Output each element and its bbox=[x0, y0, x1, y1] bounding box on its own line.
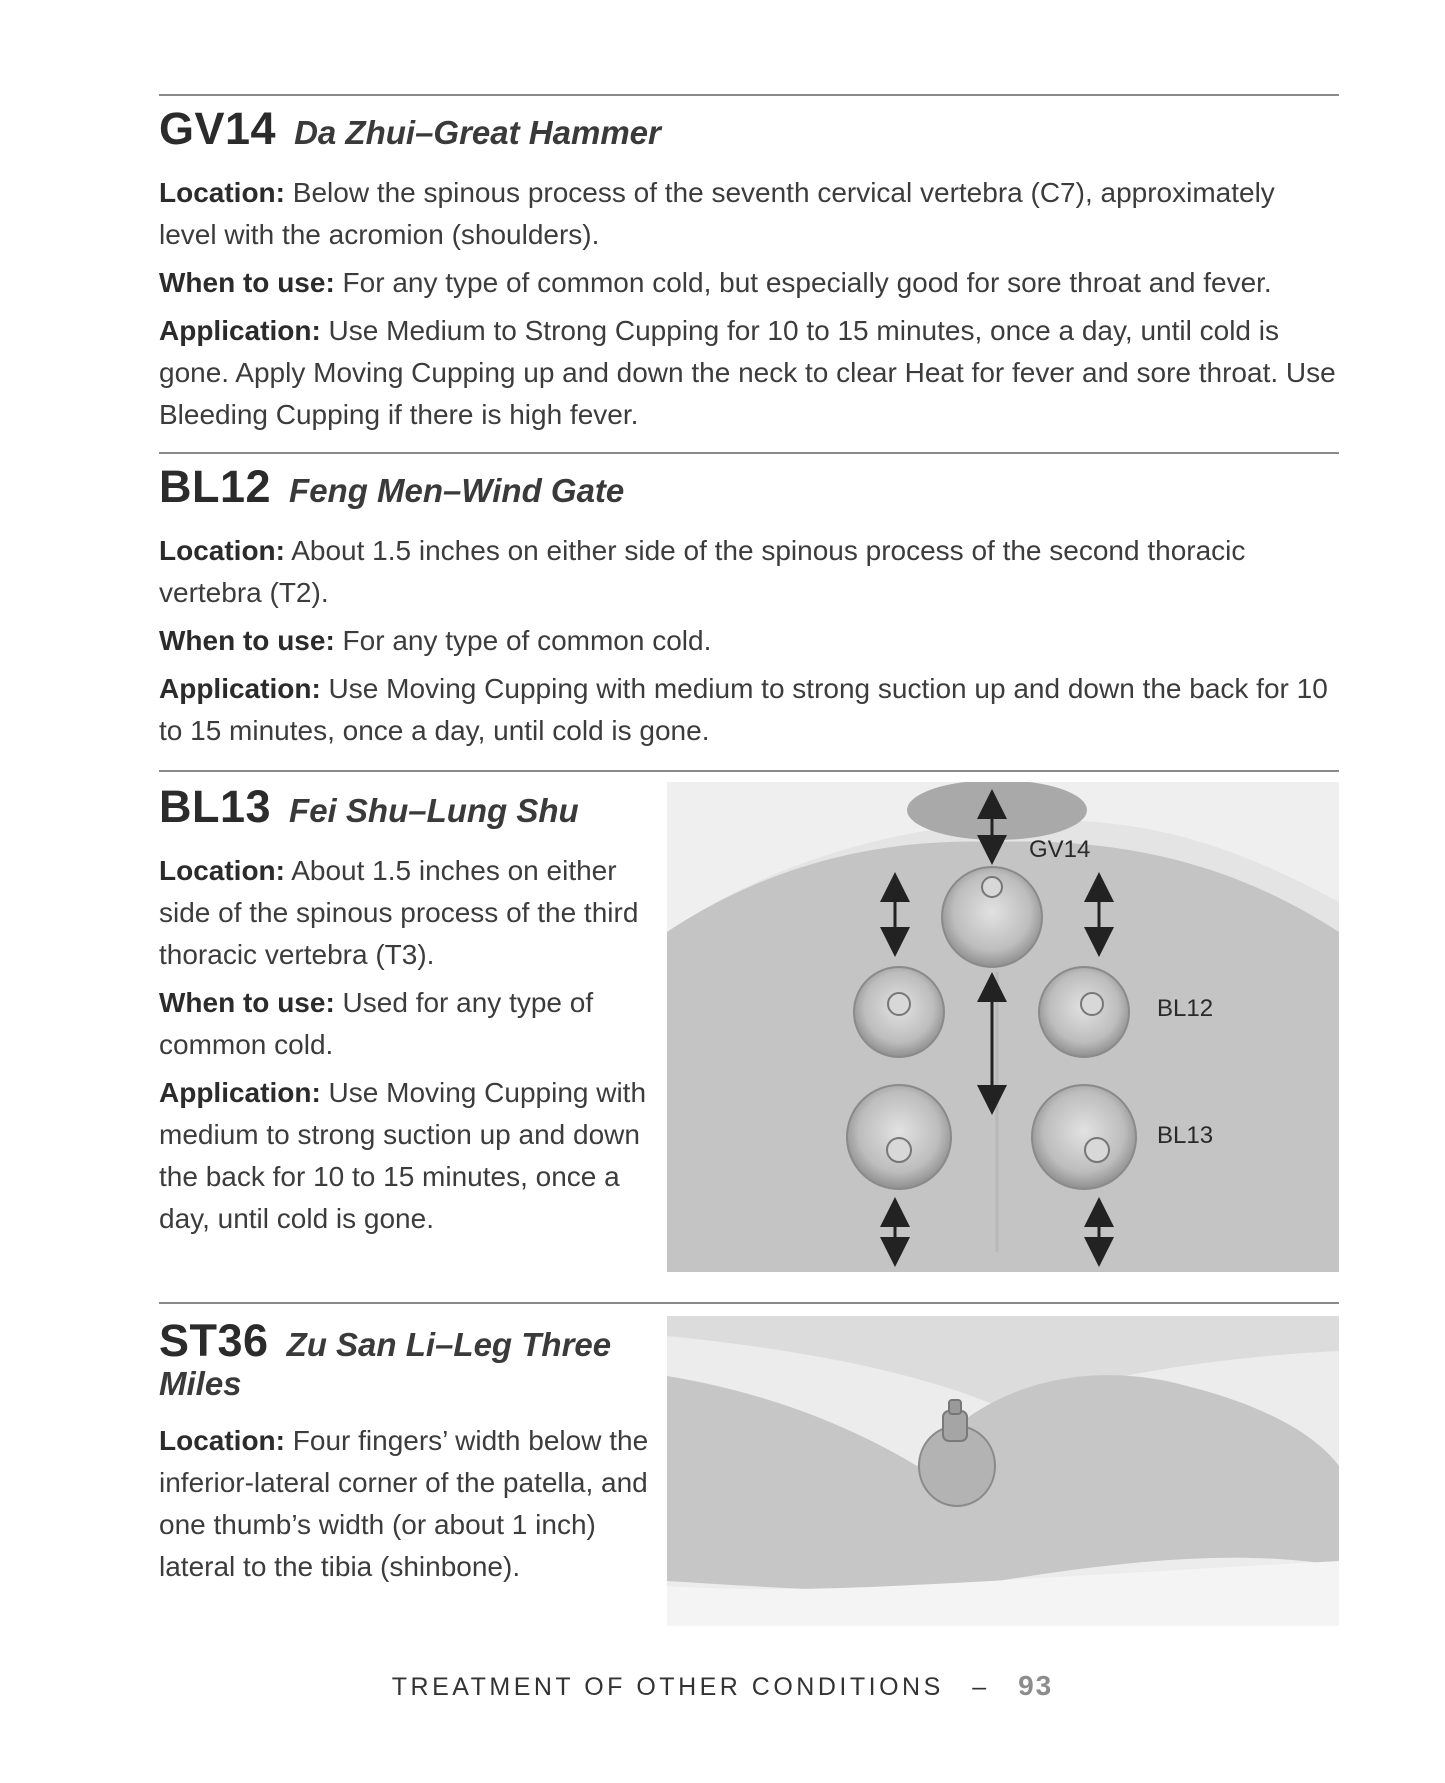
point-code: GV14 bbox=[159, 103, 277, 154]
entry-bl13 bbox=[159, 772, 1339, 1302]
back-cupping-photo bbox=[667, 782, 1339, 1272]
cup-bl12-left bbox=[854, 967, 944, 1057]
location-text bbox=[159, 530, 1339, 614]
application-value: Use Medium to Strong Cupping for 10 to 15 minutes, once a day, until cold is gone. Apply Moving Cupping up and down the neck to clear Heat for fever and sore throat. Use Bleeding Cupping if there is high fever. bbox=[159, 314, 1336, 430]
application-label: Application: bbox=[159, 672, 321, 704]
when-to-use-text bbox=[159, 262, 1339, 304]
entry-text-column bbox=[159, 1316, 649, 1626]
point-name: Fei Shu–Lung Shu bbox=[289, 792, 579, 829]
location-value: Below the spinous process of the seventh cervical vertebra (C7), approximately level with the acromion (shoulders). bbox=[159, 176, 1275, 250]
point-name: Da Zhui–Great Hammer bbox=[294, 114, 661, 151]
back-cupping-illustration bbox=[667, 782, 1339, 1272]
point-code: ST36 bbox=[159, 1315, 269, 1366]
page-content bbox=[159, 94, 1339, 1626]
location-text bbox=[159, 1420, 649, 1588]
application-value: Use Moving Cupping with medium to strong suction up and down the back for 10 to 15 minutes, once a day, until cold is gone. bbox=[159, 1076, 647, 1234]
application-value: Use Moving Cupping with medium to strong suction up and down the back for 10 to 15 minutes, once a day, until cold is gone. bbox=[159, 672, 1328, 746]
when-value: For any type of common cold, but especially good for sore throat and fever. bbox=[342, 266, 1272, 298]
leg-cupping-photo bbox=[667, 1316, 1339, 1626]
entry-heading bbox=[159, 462, 1339, 512]
application-label: Application: bbox=[159, 314, 321, 346]
when-to-use-text bbox=[159, 982, 649, 1066]
entry-heading bbox=[159, 782, 649, 832]
point-code: BL12 bbox=[159, 461, 272, 512]
entry-st36 bbox=[159, 1304, 1339, 1626]
when-value: For any type of common cold. bbox=[342, 624, 712, 656]
page-footer bbox=[0, 1670, 1445, 1702]
location-label: Location: bbox=[159, 534, 285, 566]
footer-section-title: TREATMENT OF OTHER CONDITIONS bbox=[391, 1673, 944, 1701]
when-to-use-text bbox=[159, 620, 1339, 662]
when-value: Used for any type of common cold. bbox=[159, 986, 594, 1060]
application-label: Application: bbox=[159, 1076, 321, 1108]
photo-label-bl12: BL12 bbox=[1157, 995, 1214, 1022]
location-value: Four fingers’ width below the inferior-lateral corner of the patella, and one thumb’s width (or about 1 inch) lateral to the tibia (shinbone). bbox=[159, 1424, 649, 1582]
entry-bl12 bbox=[159, 454, 1339, 770]
photo-label-bl13: BL13 bbox=[1157, 1122, 1214, 1149]
photo-label-gv14: GV14 bbox=[1029, 836, 1091, 863]
entry-text-column bbox=[159, 782, 649, 1302]
when-label: When to use: bbox=[159, 986, 335, 1018]
cup-bl12-right bbox=[1039, 967, 1129, 1057]
application-text bbox=[159, 668, 1339, 752]
location-label: Location: bbox=[159, 1424, 285, 1456]
cup-bl13-left bbox=[847, 1085, 951, 1189]
point-name: Feng Men–Wind Gate bbox=[289, 472, 625, 509]
point-name: Zu San Li–Leg Three Miles bbox=[159, 1326, 612, 1402]
footer-dash: – bbox=[972, 1673, 990, 1701]
entry-heading bbox=[159, 1316, 649, 1402]
when-label: When to use: bbox=[159, 266, 335, 298]
application-text bbox=[159, 310, 1339, 436]
entry-heading bbox=[159, 104, 1339, 154]
entry-gv14 bbox=[159, 96, 1339, 452]
leg-cupping-illustration bbox=[667, 1316, 1339, 1626]
location-value: About 1.5 inches on either side of the spinous process of the second thoracic vertebra (T2). bbox=[159, 534, 1246, 608]
when-label: When to use: bbox=[159, 624, 335, 656]
location-value: About 1.5 inches on either side of the spinous process of the third thoracic vertebra (T3). bbox=[159, 854, 639, 970]
cup-bl13-right bbox=[1032, 1085, 1136, 1189]
location-label: Location: bbox=[159, 176, 285, 208]
location-text bbox=[159, 172, 1339, 256]
location-text bbox=[159, 850, 649, 976]
location-label: Location: bbox=[159, 854, 285, 886]
page-number: 93 bbox=[1018, 1670, 1054, 1701]
point-code: BL13 bbox=[159, 781, 272, 832]
cup-gv14 bbox=[942, 867, 1042, 967]
application-text bbox=[159, 1072, 649, 1240]
